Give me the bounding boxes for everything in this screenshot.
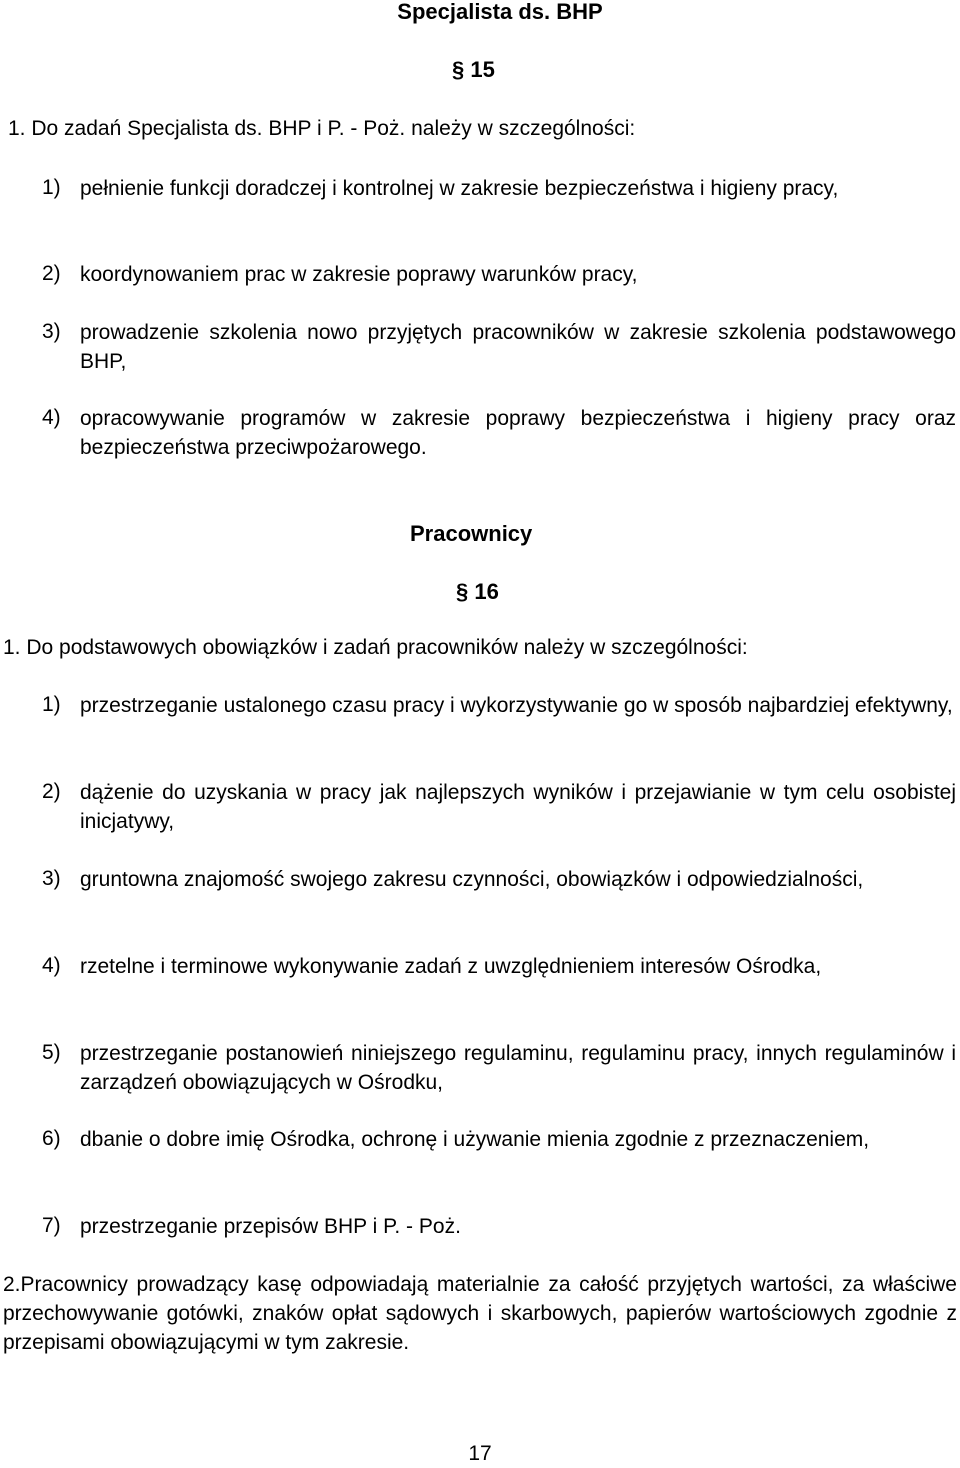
list-item <box>42 865 956 894</box>
list-item <box>42 778 956 836</box>
list-item-text: przestrzeganie ustalonego czasu pracy i wykorzystywanie go w sposób najbardziej efektywny, <box>80 694 953 717</box>
list-item-text: gruntowna znajomość swojego zakresu czynności, obowiązków i odpowiedzialności, <box>80 868 864 891</box>
list-item <box>42 404 956 462</box>
list-item <box>42 318 956 376</box>
list-item <box>42 1039 956 1097</box>
list-item <box>42 691 956 720</box>
list-item-number: 4) <box>42 954 61 977</box>
list-item <box>42 260 956 289</box>
list-item-text: prowadzenie szkolenia nowo przyjętych pracowników w zakresie szkolenia podstawowego BHP, <box>80 321 956 373</box>
paragraph-cashiers: 2.Pracownicy prowadzący kasę odpowiadają materialnie za całość przyjętych wartości, za właściwe przechowywanie gotówki, znaków opłat sądowych i skarbowych, papierów wartościowych zgodnie z przepisami obowiązującymi w tym zakresie. <box>3 1273 957 1354</box>
section-15-mark: § 15 <box>452 57 495 82</box>
list-item-number: 2) <box>42 262 61 285</box>
list-item <box>42 1212 956 1241</box>
list-item-number: 3) <box>42 320 61 343</box>
list-item-number: 7) <box>42 1214 61 1237</box>
list-item-number: 4) <box>42 406 61 429</box>
list-item <box>42 174 956 203</box>
list-item <box>42 1125 956 1154</box>
document-title: Specjalista ds. BHP <box>397 0 603 24</box>
list-item-text: opracowywanie programów w zakresie poprawy bezpieczeństwa i higieny pracy oraz bezpieczeństwa przeciwpożarowego. <box>80 407 956 459</box>
list-item-text: przestrzeganie przepisów BHP i P. - Poż. <box>80 1215 461 1238</box>
page-number: 17 <box>468 1442 492 1465</box>
section-16-intro: 1. Do podstawowych obowiązków i zadań pracowników należy w szczególności: <box>3 636 748 659</box>
list-item-number: 5) <box>42 1041 61 1064</box>
list-item-number: 1) <box>42 176 61 199</box>
list-item-text: przestrzeganie postanowień niniejszego regulaminu, regulaminu pracy, innych regulaminów i zarządzeń obowiązujących w Ośrodku, <box>80 1042 956 1094</box>
section-16-mark: § 16 <box>456 579 499 604</box>
list-item-number: 1) <box>42 693 61 716</box>
list-item-text: pełnienie funkcji doradczej i kontrolnej w zakresie bezpieczeństwa i higieny pracy, <box>80 177 839 200</box>
list-item-text: koordynowaniem prac w zakresie poprawy warunków pracy, <box>80 263 638 286</box>
section-15-intro: 1. Do zadań Specjalista ds. BHP i P. - Poż. należy w szczególności: <box>8 117 636 140</box>
list-item-text: dążenie do uzyskania w pracy jak najlepszych wyników i przejawianie w tym celu osobistej inicjatywy, <box>80 781 956 833</box>
list-item-number: 6) <box>42 1127 61 1150</box>
list-item-text: rzetelne i terminowe wykonywanie zadań z uwzględnieniem interesów Ośrodka, <box>80 955 822 978</box>
list-item-number: 2) <box>42 780 61 803</box>
list-item <box>42 952 956 981</box>
list-item-number: 3) <box>42 867 61 890</box>
list-item-text: dbanie o dobre imię Ośrodka, ochronę i używanie mienia zgodnie z przeznaczeniem, <box>80 1128 870 1151</box>
section-16-heading: Pracownicy <box>410 521 533 546</box>
